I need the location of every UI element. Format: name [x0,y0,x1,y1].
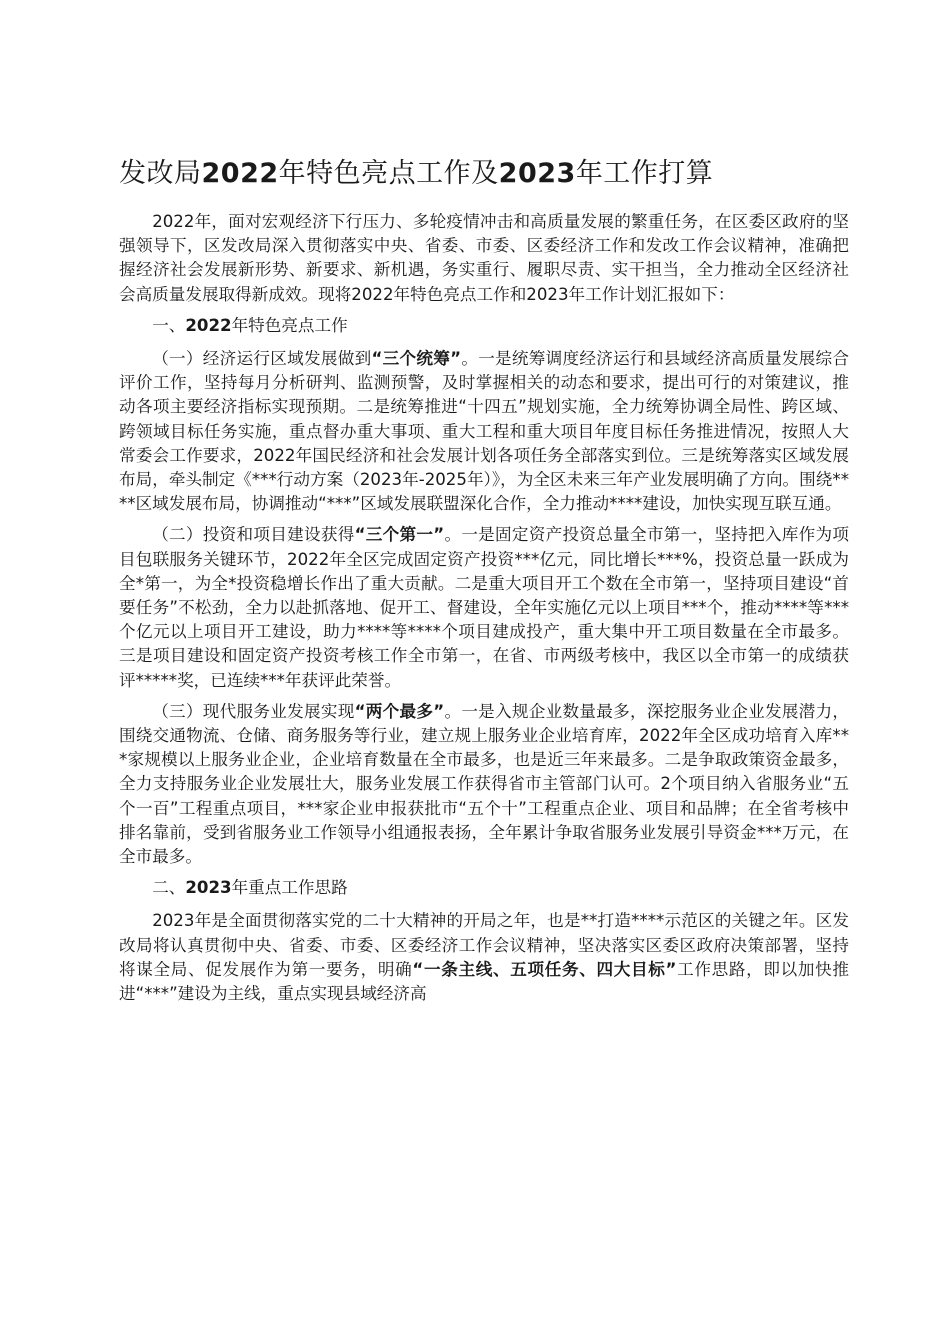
intro-paragraph: 2022年，面对宏观经济下行压力、多轮疫情冲击和高质量发展的繁重任务，在区委区政府的坚强领导下，区发改局深入贯彻落实中央、省委、市委、区委经济工作和发改工作会议精神，准确把握经济社会发展新形势、新要求、新机遇，务实重行、履职尽责、实干担当，全力推动全区经济社会高质量发展取得新成效。现将2022年特色亮点工作和2023年工作计划汇报如下： [119,212,849,304]
item-paragraph-2 [119,523,849,692]
section-heading-1 [119,314,849,338]
section-heading-2 [119,876,849,900]
document-title [119,148,849,200]
plan-paragraph-2023 [119,909,849,1006]
item2-emphasis: “三个第一” [354,525,445,545]
section2-prefix: 二、 [152,878,186,898]
section1-suffix: 年特色亮点工作 [231,315,348,335]
plan-body: 工作思路，即以加快推进“***”建设为主线，重点实现县域经济高 [119,959,850,1004]
item3-emphasis: “两个最多” [354,701,445,721]
item1-lead: （一）经济运行区域发展做到 [152,349,372,369]
title-prefix: 发改局 [119,158,202,189]
title-middle: 年特色亮点工作及 [278,158,499,189]
item3-body: 。一是入规企业数量最多，深挖服务业企业发展潜力，围绕交通物流、仓储、商务服务等行业，建立规上服务业企业培育库，2022年全区成功培育入库***家规模以上服务业企业，企业培育数量在全市最多，也是近三年来最多。二是争取政策资金最多，全力支持服务业企业发展壮大，服务业发展工作获得省市主管部门认可。2个项目纳入省服务业“五个一百”工程重点项目，***家企业申报获批市“五个十”工程重点企业、项目和品牌；在全省考核中排名靠前，受到省服务业工作领导小组通报表扬，全年累计争取省服务业发展引导资金***万元，在全市最多。 [119,701,850,867]
section1-prefix: 一、 [152,315,186,335]
section1-year: 2022 [185,315,232,335]
plan-emphasis: “一条主线、五项任务、四大目标” [412,959,677,979]
item1-body: 。一是统筹调度经济运行和县域经济高质量发展综合评价工作，坚持每月分析研判、监测预警，及时掌握相关的动态和要求，提出可行的对策建议，推动各项主要经济指标实现预期。二是统筹推进“十四五”规划实施，全力统筹协调全局性、跨区域、跨领域目标任务实施，重点督办重大事项、重大工程和重大项目年度目标任务推进情况，按照人大常委会工作要求，2022年国民经济和社会发展计划各项任务全部落实到位。三是统筹落实区域发展布局，牵头制定《***行动方案（2023年-2025年）》，为全区未来三年产业发展明确了方向。围绕****区域发展布局，协调推动“***”区域发展联盟深化合作，全力推动****建设，加快实现互联互通。 [119,349,850,514]
document-page [119,148,849,1013]
item-paragraph-1 [119,347,849,516]
title-year-2022: 2022 [201,158,279,189]
item3-lead: （三）现代服务业发展实现 [152,701,355,721]
item2-lead: （二）投资和项目建设获得 [152,525,355,545]
plan-lead: 2023年是全面贯彻落实党的二十大精神的开局之年，也是**打造****示范区的关键之年。区发改局将认真贯彻中央、省委、市委、区委经济工作会议精神，坚决落实区委区政府决策部署，坚持将谋全局、促发展作为第一要务，明确 [119,911,849,979]
item1-emphasis: “三个统筹” [371,349,462,369]
section2-suffix: 年重点工作思路 [231,878,348,898]
title-year-2023: 2023 [498,158,576,189]
title-suffix: 年工作打算 [575,158,714,189]
section2-year: 2023 [185,878,232,898]
item-paragraph-3 [119,700,849,869]
item2-body: 。一是固定资产投资总量全市第一，坚持把入库作为项目包联服务关键环节，2022年全区完成固定资产投资***亿元，同比增长***%，投资总量一跃成为全*第一，为全*投资稳增长作出了重大贡献。二是重大项目开工个数在全市第一，坚持项目建设“首要任务”不松劲，全力以赴抓落地、促开工、督建设，全年实施亿元以上项目***个，推动****等***个亿元以上项目开工建设，助力****等****个项目建成投产，重大集中开工项目数量在全市最多。三是项目建设和固定资产投资考核工作全市第一，在省、市两级考核中，我区以全市第一的成绩获评*****奖，已连续***年获评此荣誉。 [119,525,850,690]
